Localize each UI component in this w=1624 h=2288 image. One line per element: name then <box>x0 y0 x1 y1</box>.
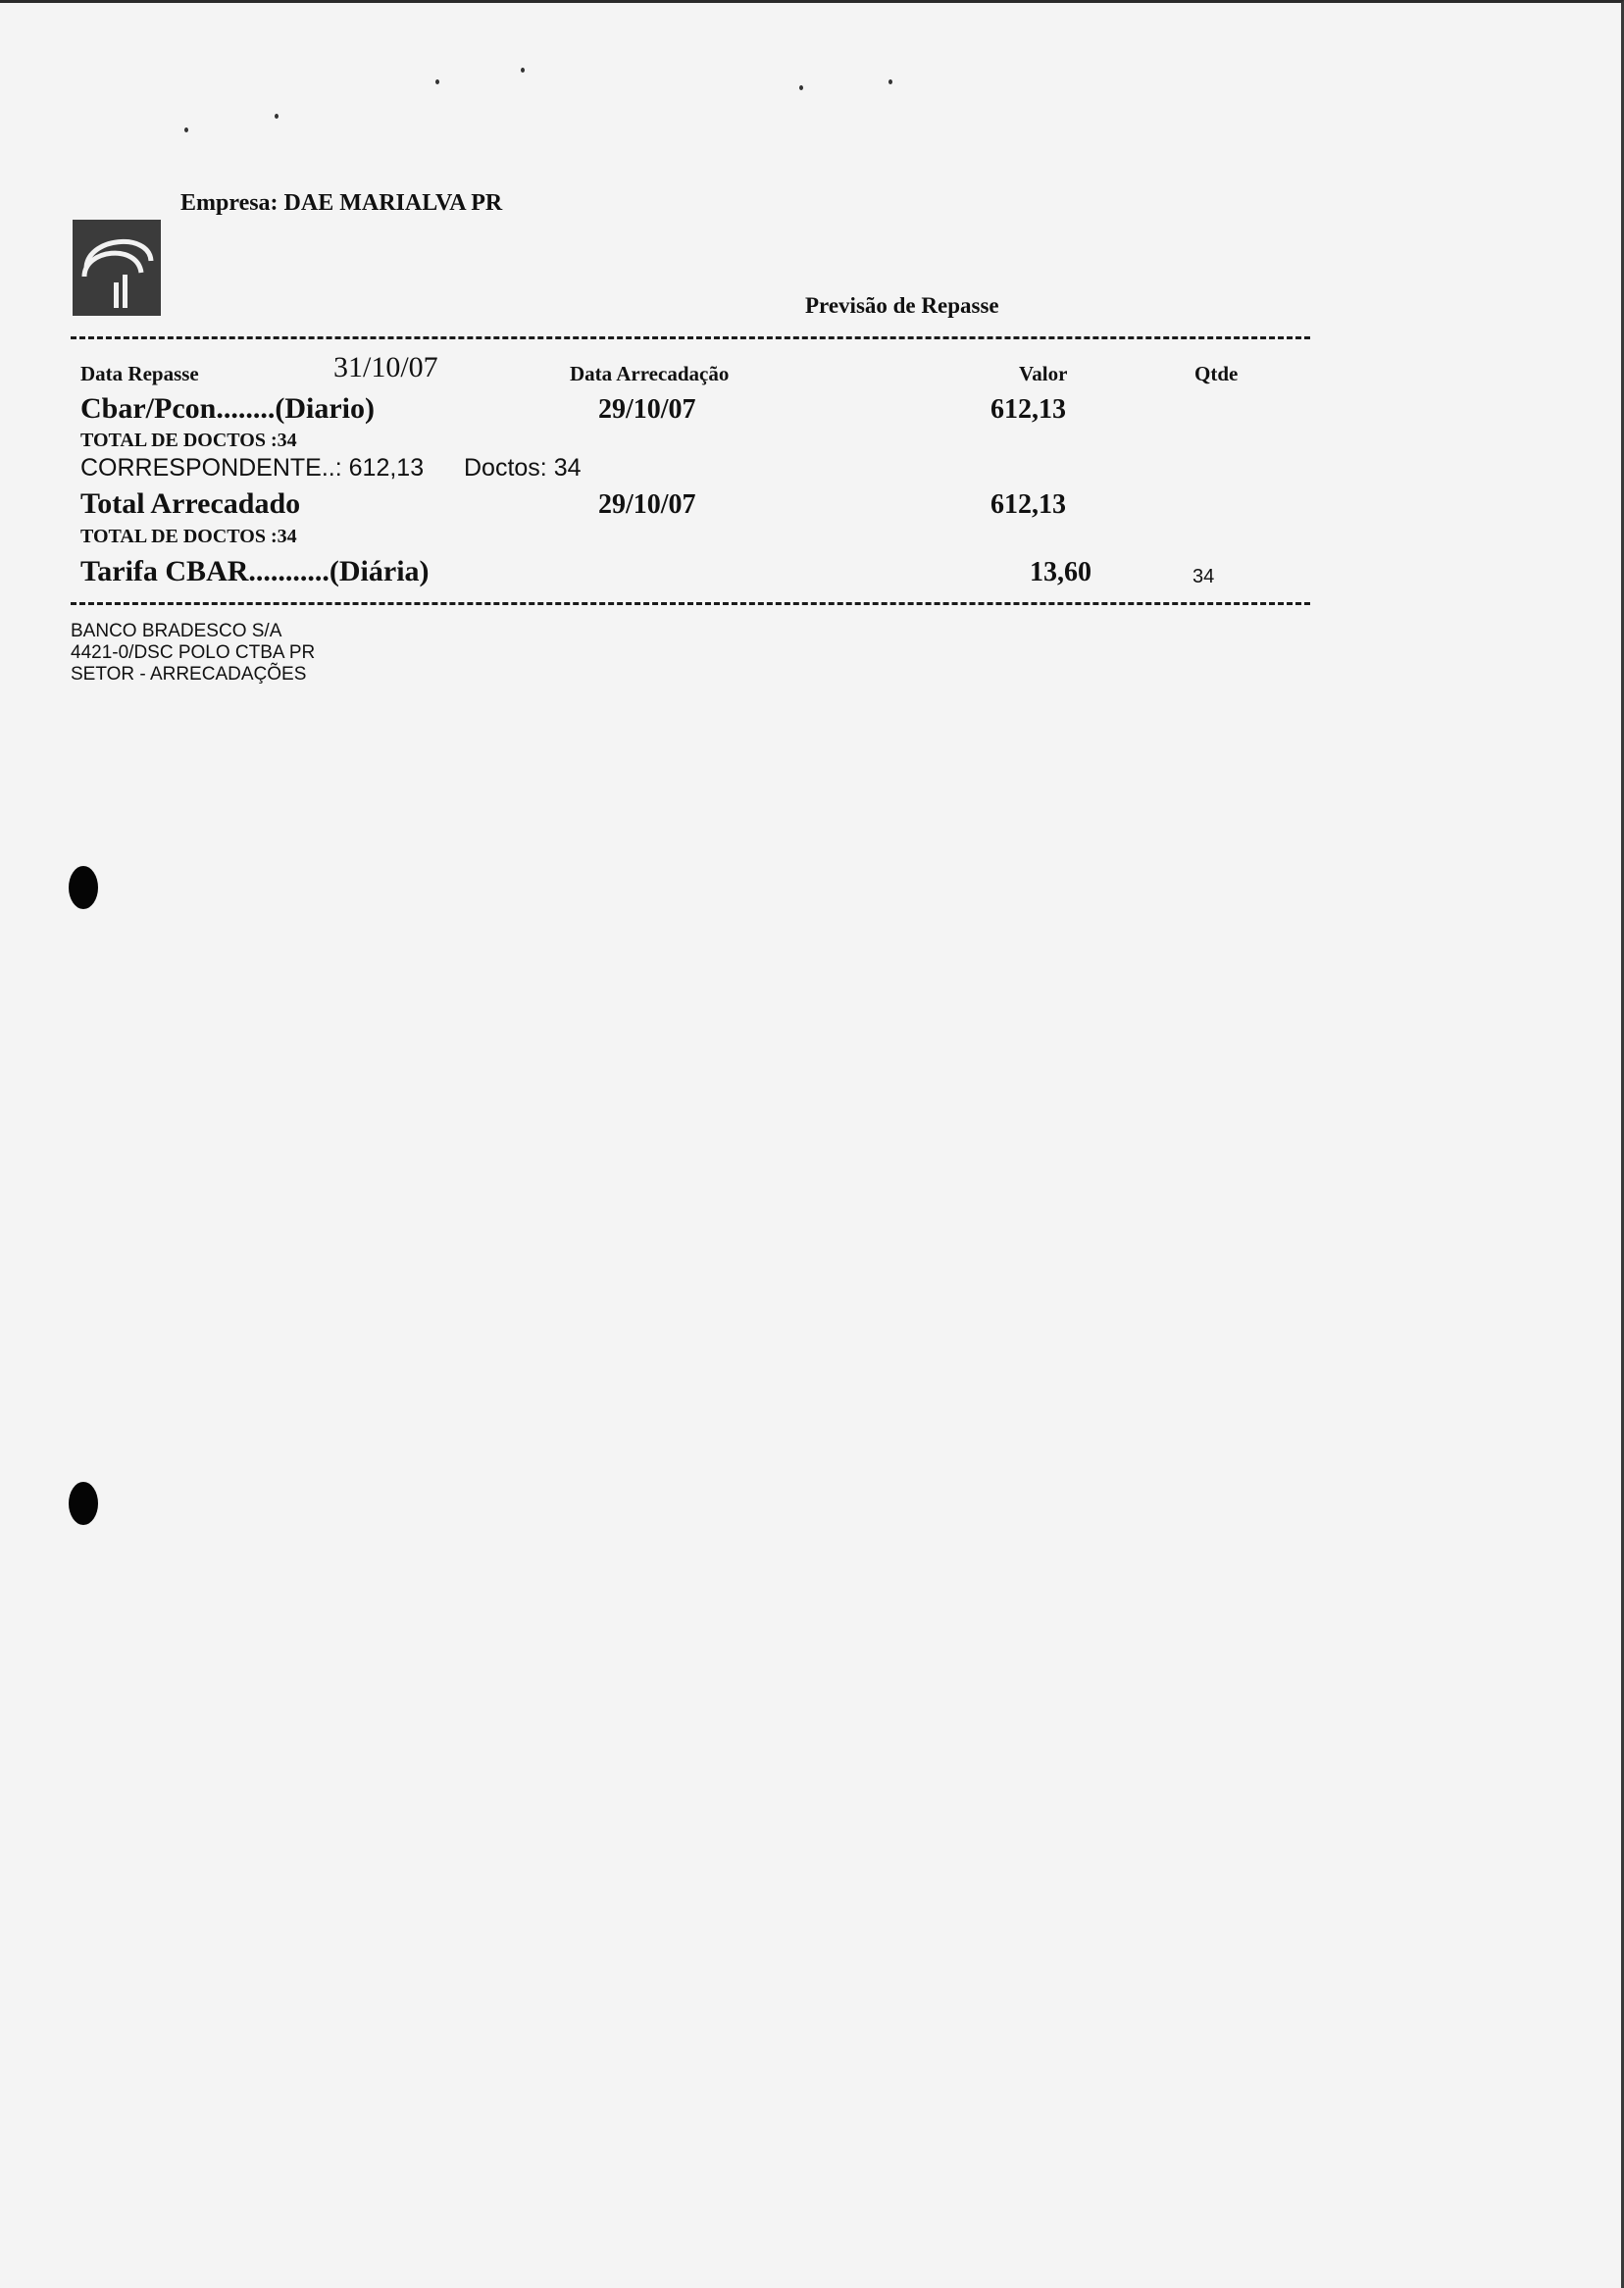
total-arrecadado-label: Total Arrecadado <box>80 487 301 520</box>
total-doctos-2: TOTAL DE DOCTOS :34 <box>80 526 297 547</box>
data-repasse-header: Data Repasse <box>80 362 199 385</box>
report-title: Previsão de Repasse <box>805 293 999 318</box>
tarifa-label: Tarifa CBAR...........(Diária) <box>80 555 430 587</box>
scan-speck <box>435 79 439 84</box>
cbar-date: 29/10/07 <box>598 394 696 425</box>
total-doctos-1: TOTAL DE DOCTOS :34 <box>80 430 297 451</box>
total-arrecadado-value: 612,13 <box>990 489 1066 520</box>
total-arrecadado-date: 29/10/07 <box>598 489 696 520</box>
footer-branch: 4421-0/DSC POLO CTBA PR <box>71 642 316 663</box>
scan-speck <box>799 85 803 90</box>
scan-speck <box>888 79 892 84</box>
correspondente-doctos: Doctos: 34 <box>464 454 582 482</box>
scan-speck <box>521 68 525 73</box>
valor-header: Valor <box>1019 362 1068 385</box>
company-label: Empresa: DAE MARIALVA PR <box>180 190 503 216</box>
tarifa-qtde: 34 <box>1193 566 1215 587</box>
top-dashed-divider <box>71 336 1310 339</box>
data-repasse-value: 31/10/07 <box>333 351 438 383</box>
tarifa-value: 13,60 <box>1030 557 1091 587</box>
cbar-value: 612,13 <box>990 394 1066 425</box>
data-arrecadacao-header: Data Arrecadação <box>570 362 730 385</box>
footer-bank-name: BANCO BRADESCO S/A <box>71 621 282 641</box>
punch-hole <box>69 866 98 909</box>
scan-speck <box>184 127 188 132</box>
bottom-dashed-divider <box>71 602 1310 605</box>
correspondente-label: CORRESPONDENTE..: 612,13 <box>80 454 425 482</box>
scan-speck <box>275 114 279 119</box>
qtde-header: Qtde <box>1194 362 1239 385</box>
footer-sector: SETOR - ARRECADAÇÕES <box>71 664 307 685</box>
cbar-label: Cbar/Pcon........(Diario) <box>80 392 375 425</box>
bank-logo-icon <box>73 220 161 316</box>
punch-hole <box>69 1482 98 1525</box>
